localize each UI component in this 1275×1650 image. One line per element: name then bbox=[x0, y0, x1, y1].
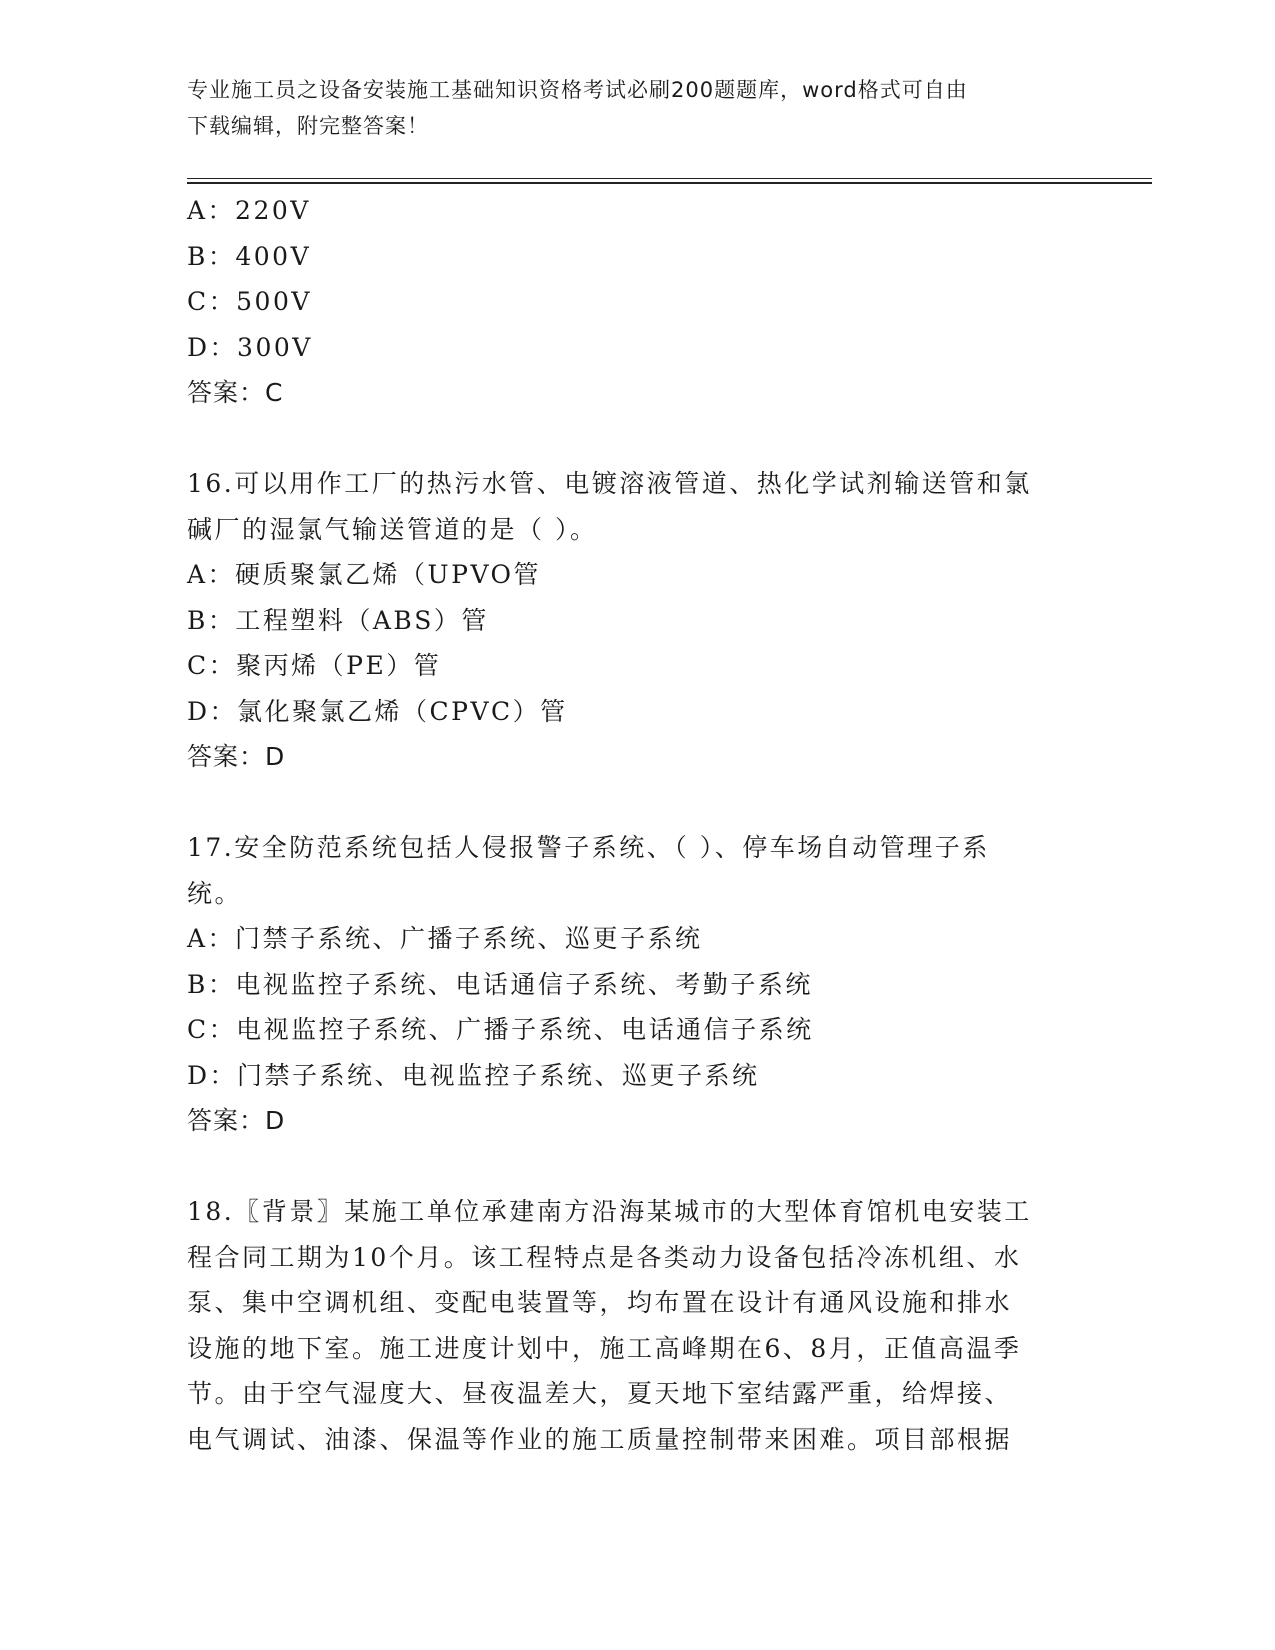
question-stem: 泵、集中空调机组、变配电装置等，均布置在设计有通风设施和排水 bbox=[187, 1288, 1013, 1317]
question-stem: 设施的地下室。施工进度计划中，施工高峰期在6、8月，正值高温季 bbox=[187, 1333, 1022, 1363]
option-d: D：门禁子系统、电视监控子系统、巡更子系统 bbox=[187, 1060, 760, 1090]
question-stem: 16.可以用作工厂的热污水管、电镀溶液管道、热化学试剂输送管和氯 bbox=[187, 469, 1032, 498]
question-stem: 统。 bbox=[187, 878, 243, 908]
question-stem: 程合同工期为10个月。该工程特点是各类动力设备包括冷冻机组、水 bbox=[187, 1242, 1022, 1272]
option-b: B：工程塑料（ABS）管 bbox=[187, 605, 489, 635]
question-18 bbox=[187, 1189, 1087, 1462]
spacer bbox=[187, 780, 1087, 826]
answer: 答案：D bbox=[187, 1106, 286, 1135]
question-stem: 17.安全防范系统包括人侵报警子系统、（ ）、停车场自动管理子系 bbox=[187, 833, 990, 862]
document-header bbox=[187, 72, 1067, 144]
answer: 答案：D bbox=[187, 742, 286, 771]
option-b: B：电视监控子系统、电话通信子系统、考勤子系统 bbox=[187, 969, 813, 999]
question-stem: 节。由于空气湿度大、昼夜温差大，夏天地下室结露严重，给焊接、 bbox=[187, 1379, 1013, 1408]
question-stem: 碱厂的湿氯气输送管道的是（ ）。 bbox=[187, 514, 598, 544]
spacer bbox=[187, 1144, 1087, 1190]
option-d: D：300V bbox=[187, 332, 313, 362]
option-a: A：220V bbox=[187, 196, 311, 225]
question-16 bbox=[187, 461, 1087, 780]
header-divider-thick bbox=[187, 182, 1152, 184]
header-divider-thin bbox=[187, 178, 1152, 179]
previous-question-options bbox=[187, 188, 1087, 416]
option-c: C：500V bbox=[187, 287, 312, 316]
question-content bbox=[187, 188, 1087, 1462]
option-a: A：门禁子系统、广播子系统、巡更子系统 bbox=[187, 924, 703, 953]
header-line-2: 下载编辑，附完整答案！ bbox=[187, 114, 429, 138]
option-b: B：400V bbox=[187, 241, 312, 271]
option-d: D：氯化聚氯乙烯（CPVC）管 bbox=[187, 696, 568, 726]
option-a: A：硬质聚氯乙烯（UPVO管 bbox=[187, 560, 542, 589]
question-stem: 电气调试、油漆、保温等作业的施工质量控制带来困难。项目部根据 bbox=[187, 1424, 1013, 1454]
question-17 bbox=[187, 825, 1087, 1144]
answer: 答案：C bbox=[187, 378, 284, 407]
spacer bbox=[187, 416, 1087, 462]
header-line-1: 专业施工员之设备安装施工基础知识资格考试必刷200题题库，word格式可自由 bbox=[187, 78, 968, 102]
option-c: C：聚丙烯（PE）管 bbox=[187, 651, 442, 680]
option-c: C：电视监控子系统、广播子系统、电话通信子系统 bbox=[187, 1015, 814, 1044]
question-stem: 18.〖背景〗某施工单位承建南方沿海某城市的大型体育馆机电安装工 bbox=[187, 1197, 1032, 1226]
